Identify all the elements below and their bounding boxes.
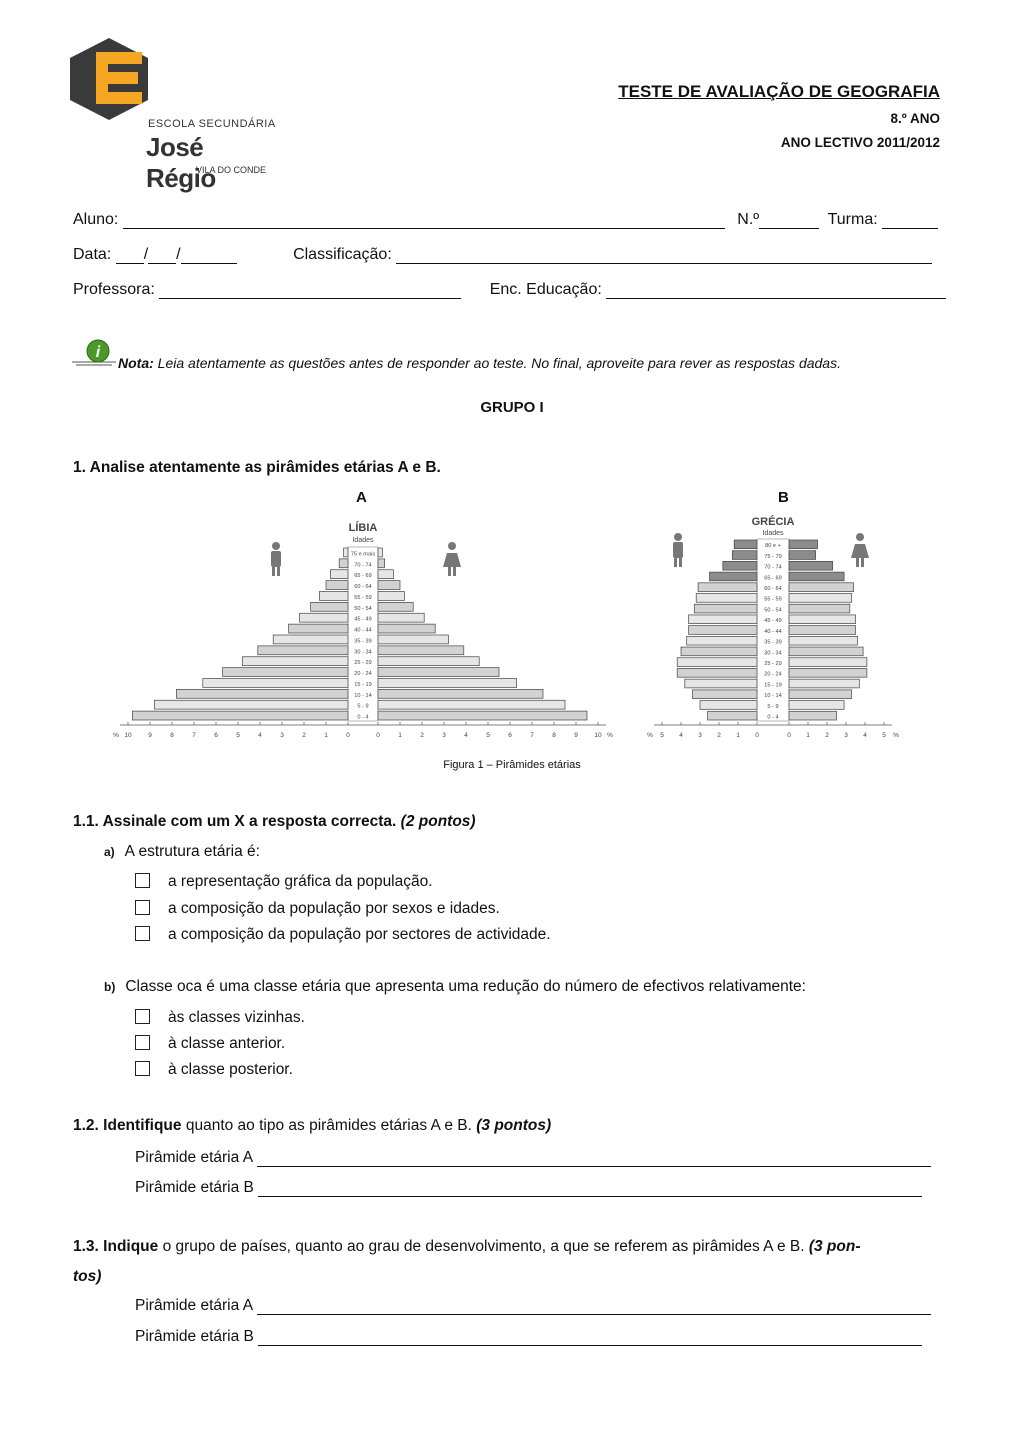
- female-bar-30-34: [378, 646, 464, 655]
- male-bar-35-39: [273, 635, 348, 644]
- x-tick-label: 9: [148, 732, 152, 739]
- male-bar-60-64: [698, 583, 757, 592]
- age-label: 50 - 54: [764, 607, 782, 614]
- pyramid-b-chart: [630, 515, 910, 740]
- male-bar-5-9: [154, 700, 348, 709]
- classificacao-label: Classificação:: [293, 246, 392, 263]
- school-name: José Régio: [146, 132, 216, 193]
- female-bar-55-59: [789, 594, 852, 603]
- note: [118, 355, 841, 371]
- q11-b-option-1[interactable]: [135, 1009, 305, 1027]
- male-bar-65-69: [330, 570, 348, 579]
- question-1-2: [73, 1117, 551, 1135]
- female-bar-30-34: [789, 647, 863, 656]
- female-bar-65-69: [789, 572, 844, 581]
- q11-b-text: Classe oca é uma classe etária que apresenta uma redução do número de efectivos relativamente:: [125, 978, 806, 995]
- female-bar-50-54: [378, 602, 413, 611]
- female-bar-10-14: [378, 689, 543, 698]
- q13-num: 1.3.: [73, 1238, 99, 1255]
- male-bar-30-34: [258, 646, 348, 655]
- female-bar-0-4: [378, 711, 587, 720]
- female-bar-40-44: [789, 626, 856, 635]
- q13-answer-a: [135, 1297, 931, 1315]
- date-sep-2: /: [176, 246, 181, 263]
- female-bar-35-39: [378, 635, 448, 644]
- enc-input[interactable]: [606, 284, 946, 299]
- school-city: VILA DO CONDE: [196, 165, 267, 175]
- x-tick-label: 5: [236, 732, 240, 739]
- age-label: 0 - 4: [357, 714, 369, 721]
- age-label: 30 - 34: [354, 649, 372, 656]
- data-label: Data:: [73, 246, 112, 263]
- x-tick-label: 0: [787, 732, 791, 739]
- age-label: 65 - 69: [764, 575, 782, 582]
- male-bar-10-14: [176, 689, 348, 698]
- x-tick-label: 3: [698, 732, 702, 739]
- x-tick-label: 4: [258, 732, 262, 739]
- male-bar-40-44: [289, 624, 348, 633]
- turma-label: Turma:: [827, 211, 878, 228]
- q11-b-option-3[interactable]: [135, 1061, 293, 1079]
- x-tick-label: 1: [398, 732, 402, 739]
- answer-b-input[interactable]: [258, 1182, 922, 1197]
- x-tick-label: 3: [280, 732, 284, 739]
- x-tick-label: 0: [346, 732, 350, 739]
- male-bar-35-39: [687, 636, 757, 645]
- option-label: a composição da população por sexos e idades.: [168, 900, 500, 917]
- male-bar-55-59: [319, 592, 348, 601]
- x-tick-label: 4: [863, 732, 867, 739]
- male-bar-30-34: [681, 647, 757, 656]
- female-bar-25-29: [378, 657, 479, 666]
- x-tick-label: 3: [442, 732, 446, 739]
- x-tick-label: 5: [882, 732, 886, 739]
- question-1: 1. Analise atentamente as pirâmides etárias A e B.: [73, 459, 441, 476]
- professora-input[interactable]: [159, 284, 461, 299]
- age-label: 35 - 39: [764, 639, 782, 646]
- age-label: 10 - 14: [354, 692, 372, 699]
- note-label: Nota:: [118, 355, 154, 371]
- female-bar-70-74: [378, 559, 385, 568]
- checkbox[interactable]: [135, 873, 150, 888]
- q11-text: Assinale com um X a resposta correcta.: [98, 813, 397, 830]
- female-figure-icon: [443, 542, 461, 576]
- info-icon: [72, 338, 120, 368]
- female-figure-icon: [851, 533, 869, 567]
- option-label: a composição da população por sectores de actividade.: [168, 926, 551, 943]
- female-bar-75-79: [789, 551, 816, 560]
- checkbox[interactable]: [135, 1009, 150, 1024]
- question-1-3: [73, 1238, 861, 1256]
- q12-answer-a: [135, 1149, 931, 1167]
- x-tick-label: 8: [170, 732, 174, 739]
- grade: 8.º ANO: [890, 111, 940, 126]
- question-1-1: [73, 813, 476, 831]
- age-label: 60 - 64: [354, 584, 372, 590]
- x-tick-label: 2: [717, 732, 721, 739]
- age-label: 70 - 74: [764, 564, 782, 571]
- test-title: TESTE DE AVALIAÇÃO DE GEOGRAFIA: [618, 82, 940, 101]
- x-tick-label: 3: [844, 732, 848, 739]
- pyramid-a-chart: [112, 515, 612, 740]
- x-tick-label: 1: [324, 732, 328, 739]
- age-label: 40 - 44: [764, 628, 782, 635]
- x-tick-label: 6: [508, 732, 512, 739]
- q11-a-text: A estrutura etária é:: [124, 843, 260, 860]
- male-bar-50-54: [694, 604, 757, 613]
- male-bar-25-29: [677, 658, 757, 667]
- group-title: GRUPO I: [480, 399, 544, 416]
- female-bar-60-64: [789, 583, 854, 592]
- female-bar-20-24: [789, 668, 867, 677]
- female-bar-45-49: [378, 613, 424, 622]
- female-bar-25-29: [789, 658, 867, 667]
- checkbox[interactable]: [135, 900, 150, 915]
- x-tick-label: 0: [376, 732, 380, 739]
- male-bar-55-59: [696, 594, 757, 603]
- male-bar-10-14: [692, 690, 757, 699]
- male-bar-40-44: [689, 626, 757, 635]
- x-unit-left: %: [113, 732, 119, 739]
- q11-a-option-1[interactable]: [135, 873, 433, 891]
- pyramid-a-subtitle: Idades: [352, 537, 374, 544]
- aluno-label: Aluno:: [73, 211, 119, 228]
- female-bar-60-64: [378, 581, 400, 590]
- pyramid-a-title: LÍBIA: [348, 522, 378, 534]
- option-label: a representação gráfica da população.: [168, 873, 433, 890]
- age-label: 30 - 34: [764, 650, 782, 657]
- logo-mark-icon: [68, 38, 150, 120]
- turma-input[interactable]: [882, 214, 938, 229]
- teacher-row: [73, 281, 946, 299]
- pyramid-b-subtitle: Idades: [762, 530, 784, 537]
- age-label: 10 - 14: [764, 693, 782, 700]
- age-label: 15 - 19: [764, 682, 782, 689]
- x-tick-label: 10: [124, 732, 132, 739]
- professora-label: Professora:: [73, 281, 155, 298]
- q12-text: quanto ao tipo as pirâmides etárias A e B.: [181, 1117, 472, 1134]
- q13-bold: Indique: [98, 1238, 159, 1255]
- male-bar-25-29: [242, 657, 348, 666]
- x-tick-label: 5: [660, 732, 664, 739]
- x-tick-label: 7: [530, 732, 534, 739]
- male-bar-5-9: [700, 701, 757, 710]
- answer-b-input[interactable]: [258, 1331, 922, 1346]
- age-label: 25 - 29: [764, 660, 782, 667]
- aluno-input[interactable]: [123, 214, 725, 229]
- year-input[interactable]: [181, 249, 237, 264]
- x-tick-label: 6: [214, 732, 218, 739]
- age-label: 0 - 4: [767, 714, 779, 721]
- option-label: à classe anterior.: [168, 1035, 286, 1052]
- x-tick-label: 1: [806, 732, 810, 739]
- svg-text:i: i: [95, 344, 101, 361]
- q11-a-label: a): [104, 845, 115, 859]
- female-bar-15-19: [378, 679, 517, 688]
- female-bar-5-9: [789, 701, 844, 710]
- age-label: 20 - 24: [764, 671, 782, 678]
- female-bar-50-54: [789, 604, 850, 613]
- q11-a-option-3[interactable]: [135, 926, 551, 944]
- female-bar-45-49: [789, 615, 856, 624]
- female-bar-80e+: [789, 540, 818, 549]
- enc-label: Enc. Educação:: [489, 281, 602, 298]
- date-row: [73, 246, 932, 264]
- checkbox[interactable]: [135, 1061, 150, 1076]
- age-label: 45 - 49: [764, 618, 782, 625]
- q12-bold: Identifique: [98, 1117, 182, 1134]
- q12-answer-b: [135, 1179, 922, 1197]
- male-figure-icon: [271, 542, 281, 576]
- female-bar-55-59: [378, 592, 404, 601]
- pyramid-b-label: B: [778, 489, 789, 506]
- numero-label: N.º: [737, 211, 760, 228]
- x-tick-label: 4: [464, 732, 468, 739]
- male-bar-15-19: [203, 679, 348, 688]
- female-bar-15-19: [789, 679, 859, 688]
- male-bar-45-49: [689, 615, 757, 624]
- note-text: Leia atentamente as questões antes de responder ao teste. No final, aproveite para rever as respostas dadas.: [153, 355, 841, 371]
- male-bar-20-24: [223, 668, 348, 677]
- age-label: 75 - 79: [764, 553, 782, 560]
- male-figure-icon: [673, 533, 683, 567]
- school-line: ESCOLA SECUNDÁRIA: [148, 118, 276, 130]
- female-bar-70-74: [789, 561, 833, 570]
- x-tick-label: 7: [192, 732, 196, 739]
- female-bar-75emais: [378, 548, 382, 557]
- answer-label: Pirâmide etária B: [135, 1328, 254, 1345]
- female-bar-40-44: [378, 624, 435, 633]
- male-bar-70-74: [723, 561, 757, 570]
- age-label: 55 - 59: [354, 594, 372, 601]
- male-bar-70-74: [339, 559, 348, 568]
- age-label: 65 - 69: [354, 573, 372, 580]
- age-label: 35 - 39: [354, 638, 372, 645]
- q13-text: o grupo de países, quanto ao grau de desenvolvimento, a que se referem as pirâmides A e B.: [158, 1238, 805, 1255]
- answer-label: Pirâmide etária B: [135, 1179, 254, 1196]
- q12-num: 1.2.: [73, 1117, 99, 1134]
- pyramid-b-title: GRÉCIA: [751, 516, 795, 528]
- x-tick-label: 10: [594, 732, 602, 739]
- male-bar-75emais: [344, 548, 348, 557]
- q11-a: [104, 843, 260, 861]
- age-label: 15 - 19: [354, 681, 372, 688]
- female-bar-20-24: [378, 668, 499, 677]
- numero-input[interactable]: [759, 214, 819, 229]
- answer-a-input[interactable]: [257, 1152, 931, 1167]
- age-label: 80 e +: [765, 543, 781, 550]
- x-tick-label: 1: [736, 732, 740, 739]
- female-bar-10-14: [789, 690, 852, 699]
- pyramid-a-label: A: [356, 489, 367, 506]
- age-label: 5 - 9: [767, 703, 779, 710]
- male-bar-15-19: [685, 679, 757, 688]
- date-sep-1: /: [143, 246, 149, 263]
- x-unit-right: %: [893, 732, 899, 739]
- age-label: 55 - 59: [764, 596, 782, 603]
- school-year: ANO LECTIVO 2011/2012: [780, 135, 940, 150]
- age-label: 75 e mais: [350, 551, 376, 558]
- school-logo: [68, 38, 278, 193]
- x-tick-label: 2: [420, 732, 424, 739]
- male-bar-0-4: [132, 711, 348, 720]
- x-tick-label: 4: [679, 732, 683, 739]
- female-bar-65-69: [378, 570, 393, 579]
- x-tick-label: 2: [825, 732, 829, 739]
- student-row: [73, 211, 938, 229]
- age-label: 50 - 54: [354, 605, 372, 612]
- x-tick-label: 9: [574, 732, 578, 739]
- answer-label: Pirâmide etária A: [135, 1149, 253, 1166]
- figure-caption: Figura 1 – Pirâmides etárias: [443, 759, 581, 771]
- male-bar-0-4: [708, 711, 757, 720]
- q11-b: [104, 978, 806, 996]
- male-bar-60-64: [326, 581, 348, 590]
- month-input[interactable]: [148, 249, 176, 264]
- option-label: à classe posterior.: [168, 1061, 293, 1078]
- answer-a-input[interactable]: [257, 1300, 931, 1315]
- x-tick-label: 2: [302, 732, 306, 739]
- male-bar-20-24: [677, 668, 757, 677]
- q11-b-option-2[interactable]: [135, 1035, 285, 1053]
- female-bar-0-4: [789, 711, 837, 720]
- q11-points: (2 pontos): [396, 813, 476, 830]
- q11-a-option-2[interactable]: [135, 900, 500, 918]
- x-unit-left: %: [647, 732, 653, 739]
- male-bar-50-54: [311, 602, 348, 611]
- day-input[interactable]: [116, 249, 144, 264]
- option-label: às classes vizinhas.: [168, 1009, 305, 1026]
- age-label: 25 - 29: [354, 660, 372, 667]
- age-label: 45 - 49: [354, 616, 372, 623]
- checkbox[interactable]: [135, 926, 150, 941]
- age-label: 5 - 9: [357, 703, 369, 710]
- x-tick-label: 5: [486, 732, 490, 739]
- age-label: 60 - 64: [764, 586, 782, 593]
- classificacao-input[interactable]: [396, 249, 932, 264]
- female-bar-5-9: [378, 700, 565, 709]
- checkbox[interactable]: [135, 1035, 150, 1050]
- age-label: 20 - 24: [354, 671, 372, 677]
- male-bar-80e+: [734, 540, 757, 549]
- male-bar-65-69: [710, 572, 758, 581]
- x-tick-label: 0: [755, 732, 759, 739]
- female-bar-35-39: [789, 636, 857, 645]
- q13-points-cont: tos): [73, 1268, 102, 1285]
- q13-answer-b: [135, 1328, 922, 1346]
- male-bar-45-49: [300, 613, 348, 622]
- x-unit-right: %: [607, 732, 613, 739]
- q11-b-label: b): [104, 980, 116, 994]
- q11-num: 1.1.: [73, 813, 99, 830]
- answer-label: Pirâmide etária A: [135, 1297, 253, 1314]
- q13-points: (3 pon-: [804, 1238, 861, 1255]
- male-bar-75-79: [732, 551, 757, 560]
- age-label: 40 - 44: [354, 627, 372, 634]
- x-tick-label: 8: [552, 732, 556, 739]
- age-label: 70 - 74: [354, 562, 372, 569]
- q12-points: (3 pontos): [471, 1117, 552, 1134]
